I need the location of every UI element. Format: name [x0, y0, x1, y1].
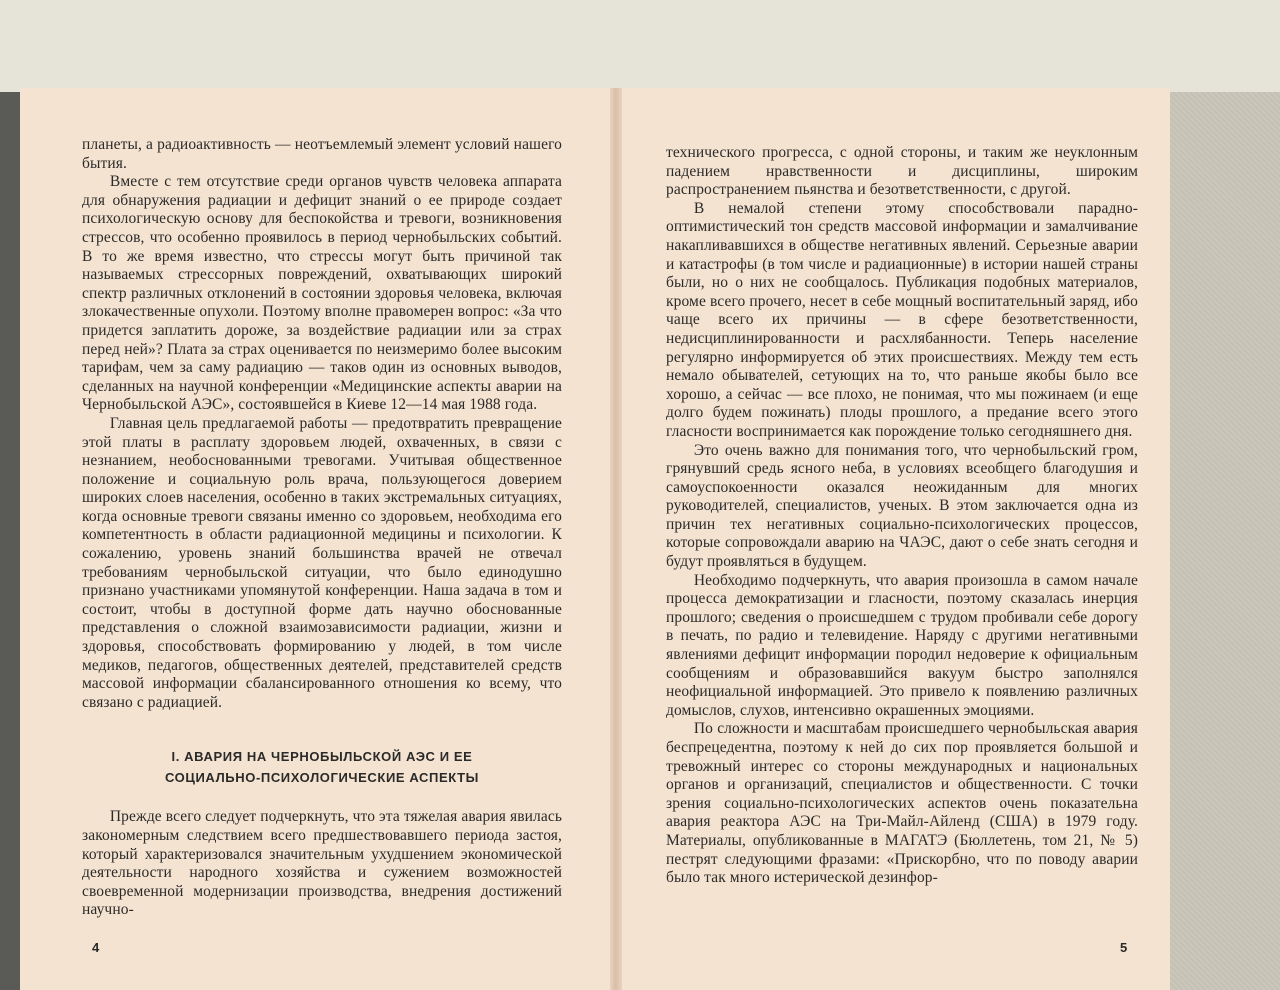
left-page	[20, 88, 610, 990]
open-book	[20, 88, 1170, 990]
right-page	[622, 88, 1170, 990]
chapter-heading-line-2: СОЦИАЛЬНО-ПСИХОЛОГИЧЕСКИЕ АСПЕКТЫ	[165, 770, 479, 786]
scan-background-left	[0, 92, 20, 990]
paragraph: Это очень важно для понимания того, что чернобыльский гром, грянувший средь ясного неба, в условиях всеобщего благодушия и самоуспокоенности оказался неожиданным для многих руководителей, специалистов, ученых. В этом заключается одна из причин тех негативных социально-психологических процессов, которые сопровождали аварию на ЧАЭС, дают о себе знать сегодня и будут проявляться в будущем.	[666, 441, 1138, 571]
paragraph: По сложности и масштабам происшедшего чернобыльская авария беспрецедентна, поэтому к ней до сих пор проявляется большой и тревожный интерес со стороны международных и национальных органов и организаций, специалистов и общественности. С точки зрения социально-психологических аспектов очень показательна авария реактора АЭС на Три-Майл-Айленд (США) в 1979 году. Материалы, опубликованные в МАГАТЭ (Бюллетень, том 21, № 5) пестрят следующими фразами: «Прискорбно, что по поводу аварии было так много истерической дезинфор-	[666, 720, 1138, 887]
paragraph: Главная цель предлагаемой работы — предотвратить превращение этой платы в расплату здоровьем людей, охваченных, в связи с незнанием, необоснованными тревогами. Учитывая общественное положение и социальную роль врача, пользующегося доверием широких слоев населения, особенно в таких экстремальных ситуациях, когда основные тревоги связаны именно со здоровьем, необходима его компетентность в области радиационной медицины и психологии. К сожалению, уровень знаний большинства врачей не отвечал требованиям чернобыльской ситуации, что было единодушно признано участниками упомянутой конференции. Наша задача в том и состоит, чтобы в доступной форме дать научно обоснованные представления о сложной взаимозависимости радиации, жизни и здоровья, способствовать формированию у людей, в том числе медиков, педагогов, общественных деятелей, представителей средств массовой информации сбалансированного отношения ко всему, что связано с радиацией.	[82, 414, 562, 711]
scan-background-top	[0, 0, 1280, 92]
paragraph: В немалой степени этому способствовали парадно-оптимистический тон средств массовой информации и замалчивание накапливавшихся в обществе негативных явлений. Серьезные аварии и катастрофы (в том числе и радиационные) в истории нашей страны были, но о них не сообщалось. Публикация подобных материалов, кроме всего прочего, несет в себе мощный воспитательный заряд, ибо чаще всего их причины — в сфере безответственности, недисциплинированности и расхлябанности. Теперь население регулярно информируется об этих происшествиях. Между тем есть немало обывателей, сетующих на то, что раньше якобы было все хорошо, а сейчас — все плохо, не понимая, что мы пожинаем (и еще долго будем пожинать) плоды прошлого, а предание всего этого гласности воспринимается как порождение только сегодняшнего дня.	[666, 199, 1138, 440]
paragraph: Необходимо подчеркнуть, что авария произошла в самом начале процесса демократизации и гласности, поэтому сказалась инерция прошлого; сведения о происшедшем с трудом пробивали себе дорогу в печать, по радио и телевидение. Наряду с другими негативными явлениями дефицит информации породил недоверие к официальным сообщениям и образовавшийся вакуум быстро заполнялся неофициальной информацией. Это привело к появлению различных домыслов, слухов, интенсивно окрашенных эмоциями.	[666, 571, 1138, 719]
paragraph: планеты, а радиоактивность — неотъемлемый элемент условий нашего бытия.	[82, 136, 562, 172]
paragraph: Вместе с тем отсутствие среди органов чувств человека аппарата для обнаружения радиации и дефицит знаний о ее природе создает психологическую основу для беспокойства и тревоги, возникновения стрессов, что особенно проявилось в период чернобыльских событий. В то же время известно, что стрессы могут быть причиной так называемых стрессорных повреждений, охватывающих широкий спектр различных отклонений в состоянии здоровья человека, включая злокачественные опухоли. Поэтому вполне правомерен вопрос: «За что придется заплатить дороже, за воздействие радиации или за страх перед ней»? Плата за страх оценивается по неизмеримо более высоким тарифам, чем за саму радиацию — таков один из основных выводов, сделанных на научной конференции «Медицинские аспекты аварии на Чернобыльской АЭС», состоявшейся в Киеве 12—14 мая 1988 года.	[82, 173, 562, 414]
page-number: 5	[1120, 940, 1128, 955]
scan-background-right	[1170, 92, 1280, 990]
left-page-text	[82, 136, 562, 920]
book-spine	[610, 88, 622, 990]
chapter-heading	[82, 746, 562, 788]
chapter-heading-line-1: I. АВАРИЯ НА ЧЕРНОБЫЛЬСКОЙ АЭС И ЕЕ	[171, 749, 473, 765]
paragraph: Прежде всего следует подчеркнуть, что эта тяжелая авария явилась закономерным следствием всего предшествовавшего периода застоя, который характеризовался значительным ухудшением экономической деятельности народного хозяйства и сужением возможностей своевременной модернизации производства, внедрения достижений научно-	[82, 808, 562, 919]
right-page-text	[666, 144, 1138, 888]
paragraph: технического прогресса, с одной стороны, и таким же неуклонным падением нравственности и дисциплины, широким распространением пьянства и безответственности, с другой.	[666, 144, 1138, 199]
page-number: 4	[92, 940, 100, 955]
